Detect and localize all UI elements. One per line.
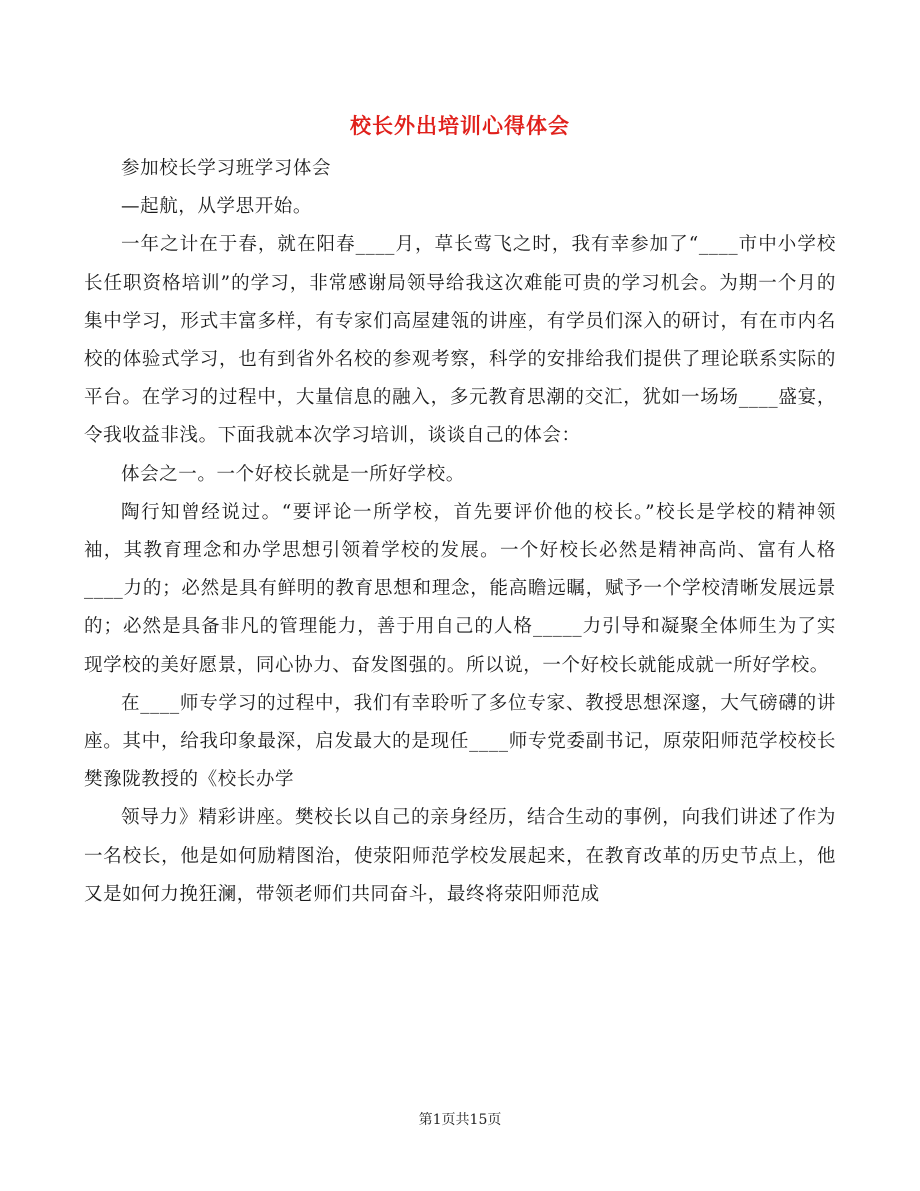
paragraph-subtitle: 参加校长学习班学习体会	[121, 158, 332, 179]
paragraph-leadership: 领导力》精彩讲座。樊校长以自己的亲身经历，结合生动的事例，向我们讲述了作为一名校长，他是如何励精图治，使荥阳师范学校发展起来，在教育改革的历史节点上，他又是如何力挽狂澜，带领老师们共同奋斗，最终将荥阳师范成	[84, 807, 836, 905]
paragraph-point-one-body: 陶行知曾经说过。“要评论一所学校，首先要评价他的校长。”校长是学校的精神领袖，其教育理念和办学思想引领着学校的发展。一个好校长必然是精神高尚、富有人格____力的；必然是具有鲜明的教育思想和理念，能高瞻远瞩，赋予一个学校清晰发展远景的；必然是具备非凡的管理能力，善于用自己的人格_____力引导和凝聚全体师生为了实现学校的美好愿景，同心协力、奋发图强的。所以说，一个好校长就能成就一所好学校。	[84, 501, 836, 676]
paragraph-tagline: —起航，从学思开始。	[121, 196, 313, 218]
document-title: 校长外出培训心得体会	[350, 113, 570, 138]
page-number-footer: 第1页共15页	[418, 1112, 502, 1128]
paragraph-lecture: 在____师专学习的过程中，我们有幸聆听了多位专家、教授思想深邃，大气磅礴的讲座。其中，给我印象最深，启发最大的是现任____师专党委副书记，原荥阳师范学校校长樊豫陇教授的《校长办学	[84, 692, 836, 791]
paragraph-point-one-heading: 体会之一。一个好校长就是一所好学校。	[121, 463, 465, 485]
document-body	[84, 150, 836, 914]
paragraph-intro: 一年之计在于春，就在阳春____月，草长莺飞之时，我有幸参加了“____市中小学校长任职资格培训”的学习，非常感谢局领导给我这次难能可贵的学习机会。为期一个月的集中学习，形式丰富多样，有专家们高屋建瓴的讲座，有学员们深入的研讨，有在市内名校的体验式学习，也有到省外名校的参观考察，科学的安排给我们提供了理论联系实际的平台。在学习的过程中，大量信息的融入，多元教育思潮的交汇，犹如一场场____盛宴，令我收益非浅。下面我就本次学习培训，谈谈自己的体会：	[84, 234, 836, 447]
